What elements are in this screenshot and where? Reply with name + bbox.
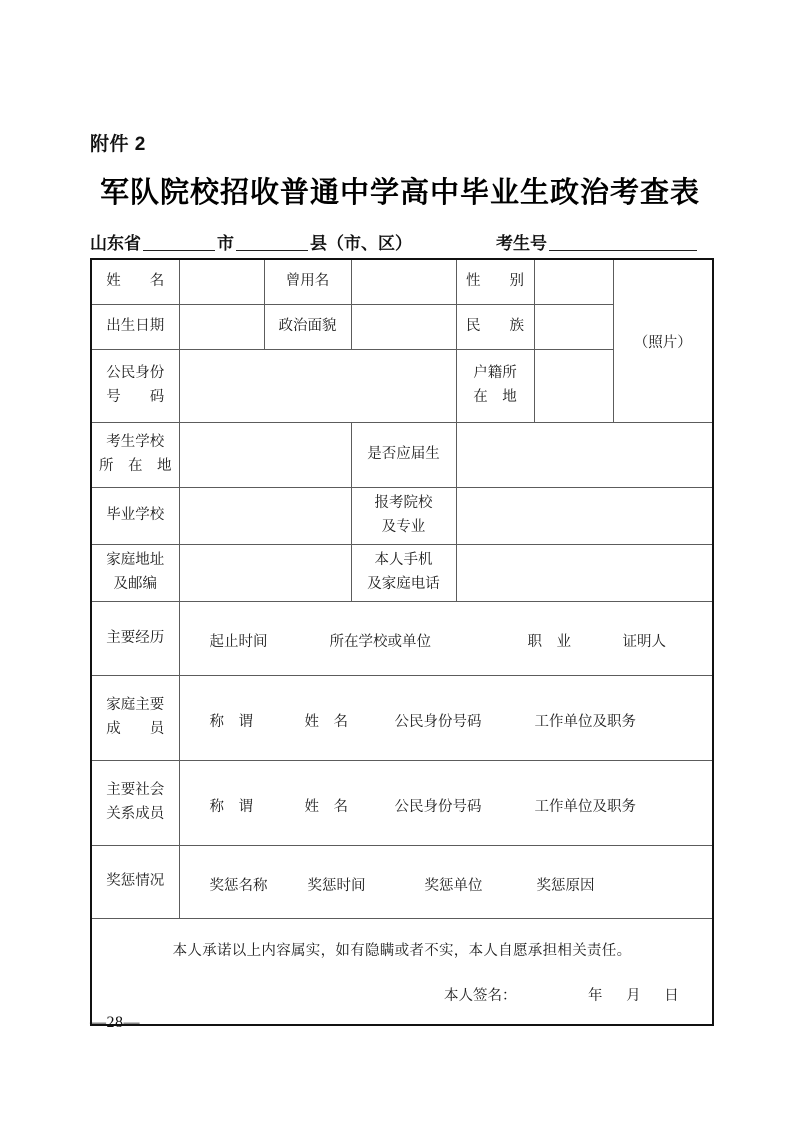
rew-col-time: 奖惩时间	[307, 877, 366, 894]
citizen-id-label-line1: 公民身份	[106, 365, 165, 382]
attachment-label: 附件 2	[90, 134, 146, 155]
household-location-input-cell[interactable]	[534, 350, 613, 423]
political-status-label: 政治面貌	[264, 305, 351, 350]
school-location-label-line2: 所 在 地	[99, 458, 172, 474]
household-location-label-line1: 户籍所	[473, 365, 517, 382]
fam-col-work: 工作单位及职务	[534, 713, 636, 730]
table-row	[91, 488, 713, 545]
gender-label: 性 别	[456, 259, 534, 305]
ethnicity-label: 民 族	[456, 305, 534, 350]
applied-school-input-cell[interactable]	[456, 488, 713, 545]
school-location-label-line1: 考生学校	[106, 434, 165, 451]
table-row	[91, 259, 713, 305]
household-location-label-line2: 在 地	[473, 389, 517, 405]
reward-punishment-column-headers	[180, 869, 713, 896]
county-label: 县（市、区）	[310, 234, 412, 253]
citizen-id-label	[91, 350, 179, 423]
name-input-cell[interactable]	[179, 259, 264, 305]
photo-placeholder[interactable]: （照片）	[613, 259, 713, 423]
school-location-label	[91, 423, 179, 488]
signature-date[interactable]	[578, 984, 689, 1005]
fresh-graduate-input-cell[interactable]	[456, 423, 713, 488]
family-members-label-line1: 家庭主要	[106, 697, 165, 714]
home-address-label	[91, 545, 179, 602]
page-title: 军队院校招收普通中学高中毕业生政治考查表	[99, 177, 700, 209]
citizen-id-input-cell[interactable]	[179, 350, 456, 423]
applied-school-label-line1: 报考院校	[374, 495, 433, 512]
citizen-id-label-line2: 号 码	[106, 389, 165, 405]
page-number: —28—	[90, 1014, 140, 1031]
home-address-label-line2: 及邮编	[113, 576, 157, 592]
applied-school-label-line2: 及专业	[381, 519, 426, 535]
birth-date-label: 出生日期	[91, 305, 179, 350]
signature-row	[92, 984, 712, 1024]
school-location-input-cell[interactable]	[179, 423, 351, 488]
table-row	[91, 761, 713, 846]
rew-col-reason: 奖惩原因	[536, 877, 595, 894]
exam-number-blank-rule[interactable]	[549, 250, 697, 251]
main-experience-label: 主要经历	[91, 602, 179, 676]
declaration-text: 本人承诺以上内容属实，如有隐瞒或者不实，本人自愿承担相关责任。	[172, 943, 632, 959]
rew-col-name: 奖惩名称	[209, 877, 268, 894]
ethnicity-input-cell[interactable]	[534, 305, 613, 350]
family-members-label	[91, 676, 179, 761]
graduate-school-input-cell[interactable]	[179, 488, 351, 545]
fam-col-name: 姓 名	[304, 713, 348, 730]
social-relations-label-line2: 关系成员	[106, 806, 165, 822]
home-address-label-line1: 家庭地址	[106, 552, 165, 569]
soc-col-work: 工作单位及职务	[534, 798, 636, 815]
phone-label-line1: 本人手机	[374, 552, 433, 569]
former-name-input-cell[interactable]	[351, 259, 456, 305]
table-row	[91, 545, 713, 602]
name-label: 姓 名	[91, 259, 179, 305]
applied-school-label	[351, 488, 456, 545]
location-exam-line	[90, 229, 714, 255]
exp-col-org: 所在学校或单位	[329, 634, 431, 650]
exam-number-field	[496, 229, 699, 254]
table-row	[91, 602, 713, 676]
birth-date-input-cell[interactable]	[179, 305, 264, 350]
social-relations-area[interactable]	[179, 761, 713, 846]
exam-number-label: 考生号	[496, 234, 547, 253]
social-relations-label	[91, 761, 179, 846]
table-row	[91, 423, 713, 488]
political-review-form	[90, 258, 714, 1026]
fresh-graduate-label: 是否应届生	[351, 423, 456, 488]
exp-col-referee: 证明人	[622, 634, 666, 650]
city-blank-rule[interactable]	[143, 250, 215, 251]
county-blank-rule[interactable]	[236, 250, 308, 251]
date-month-label: 月	[626, 988, 641, 1004]
household-location-label	[456, 350, 534, 423]
political-status-input-cell[interactable]	[351, 305, 456, 350]
fam-col-id: 公民身份号码	[394, 713, 482, 730]
province-label: 山东省	[90, 234, 141, 253]
home-address-input-cell[interactable]	[179, 545, 351, 602]
fam-col-relation: 称 谓	[209, 713, 253, 730]
rew-col-org: 奖惩单位	[424, 877, 483, 894]
phone-input-cell[interactable]	[456, 545, 713, 602]
main-experience-column-headers	[180, 625, 713, 652]
phone-label-line2: 及家庭电话	[367, 576, 440, 592]
reward-punishment-area[interactable]	[179, 846, 713, 919]
phone-label	[351, 545, 456, 602]
gender-input-cell[interactable]	[534, 259, 613, 305]
family-members-area[interactable]	[179, 676, 713, 761]
social-relations-label-line1: 主要社会	[106, 782, 165, 799]
signature-label[interactable]: 本人签名：	[444, 988, 517, 1004]
date-day-label: 日	[664, 988, 679, 1004]
date-year-label: 年	[588, 988, 603, 1004]
table-row	[91, 846, 713, 919]
former-name-label: 曾用名	[264, 259, 351, 305]
reward-punishment-label: 奖惩情况	[91, 846, 179, 919]
declaration-cell	[91, 919, 713, 1026]
graduate-school-label: 毕业学校	[91, 488, 179, 545]
soc-col-name: 姓 名	[304, 798, 348, 815]
soc-col-relation: 称 谓	[209, 798, 253, 815]
table-row	[91, 919, 713, 1026]
family-members-column-headers	[180, 705, 713, 732]
city-label: 市	[217, 234, 234, 253]
exp-col-job: 职 业	[527, 634, 571, 650]
soc-col-id: 公民身份号码	[394, 798, 482, 815]
family-members-label-line2: 成 员	[106, 721, 165, 737]
exp-col-period: 起止时间	[209, 634, 268, 650]
location-fields	[90, 229, 412, 254]
social-relations-column-headers	[180, 790, 713, 817]
main-experience-area[interactable]	[179, 602, 713, 676]
table-row	[91, 676, 713, 761]
